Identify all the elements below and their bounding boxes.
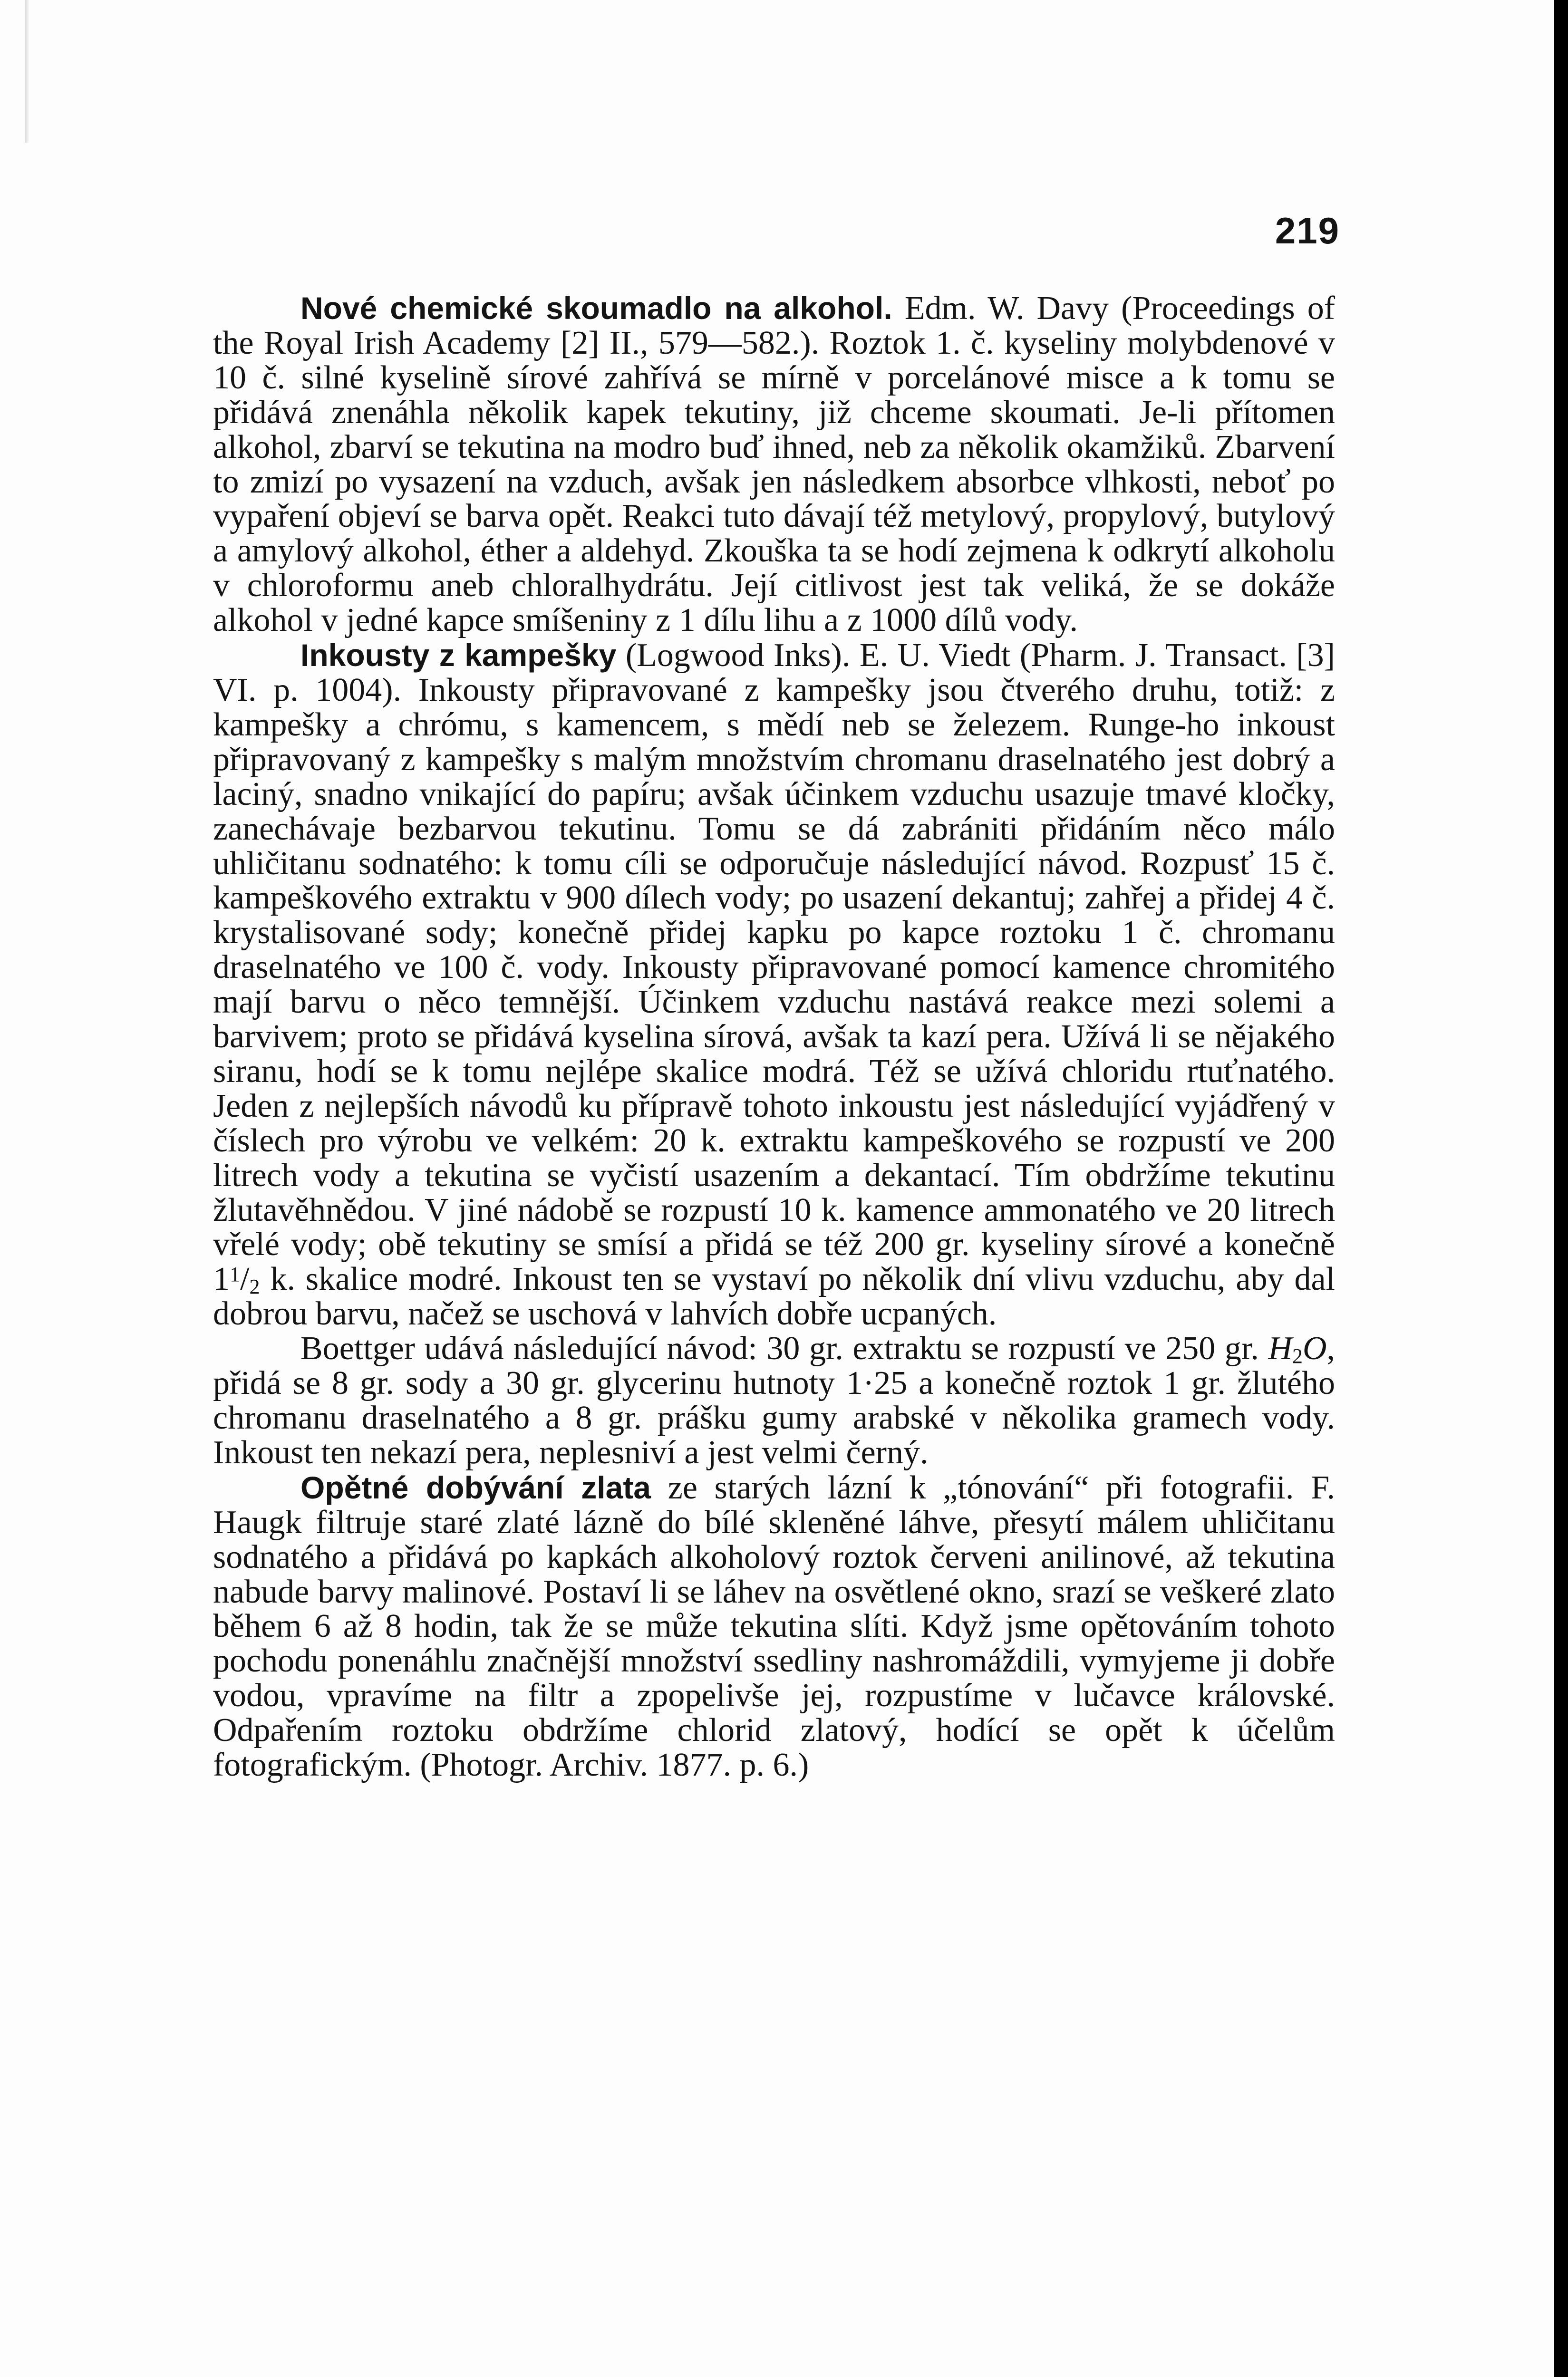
- section-text: Edm. W. Davy (Proceedings of the Royal Irish Academy [2] II., 579—582.). Roztok 1. č. kyseliny molybdenové v 10 č. silné kyselině sírové zahřívá se mírně v porcelánové misce a k tomu se přidává znenáhla několik kapek tekutiny, již chceme skoumati. Je-li přítomen alkohol, zbarví se tekutina na modro buď ihned, neb za několik okamžiků. Zbarvení to zmizí po vysazení na vzduch, avšak jen následkem absorbce vlhkosti, neboť po vypaření objeví se barva opět. Reakci tuto dávají též metylový, propylový, butylový a amylový alkohol, éther a aldehyd. Zkouška ta se hodí zejmena k odkrytí alkoholu v chloroformu aneb chloralhydrátu. Její citlivost jest tak veliká, že se dokáže alkohol v jedné kapce smíšeniny z 1 dílu lihu a z 1000 dílů vody.: [213, 290, 1336, 639]
- section-boettger-recipe: [213, 1332, 1335, 1470]
- mixed-fraction: $1^1/2$: [213, 1261, 260, 1299]
- section-heading: Inkousty z kampešky: [300, 638, 617, 673]
- section-gold-recovery: [213, 1470, 1335, 1783]
- section-text: ze starých lázní k „tónování“ při fotografii. F. Haugk filtruje staré zlaté lázně do bílé skleněné láhve, přesytí málem uhličitanu sodnatého a přidává po kapkách alkoholový roztok červeni anilinové, až tekutina nabude barvy malinové. Postaví li se láhev na osvětlené okno, srazí se veškeré zlato během 6 až 8 hodin, tak že se může tekutina slíti. Když jsme opětováním tohoto pochodu ponenáhlu značnější množství ssedliny nashromáždili, vymyjeme ji dobře vodou, vpravíme na filtr a zpopelivše jej, rozpustíme v lučavce královské. Odpařením roztoku obdržíme chlorid zlatový, hodící se opět k účelům fotografickým. (Photogr. Archiv. 1877. p. 6.): [213, 1469, 1335, 1784]
- page-edge-shadow: [25, 0, 29, 143]
- water-formula: $H_2O$: [1268, 1330, 1327, 1368]
- section-text-continued: , přidá se 8 gr. sody a 30 gr. glycerinu hutnoty 1·25 a konečně roztok 1 gr. žlutého chromanu draselnatého a 8 gr. prášku gumy arabské v několika gramech vody. Inkoust ten nekazí pera, neplesniví a jest velmi černý.: [213, 1330, 1335, 1471]
- section-heading: Opětné dobývání zlata: [300, 1469, 651, 1505]
- section-logwood-inks: [213, 638, 1335, 1332]
- section-text-continued: k. skalice modré. Inkoust ten se vystaví po několik dní vlivu vzduchu, aby dal dobrou barvu, načež se uschová v lahvích dobře ucpaných.: [213, 1261, 1335, 1333]
- section-text: (Logwood Inks). E. U. Viedt (Pharm. J. Transact. [3] VI. p. 1004). Inkousty připravované z kampešky jsou čtverého druhu, totiž: z kampešky a chrómu, s kamencem, s mědí neb se železem. Runge-ho inkoust připravovaný z kampešky s malým množstvím chromanu draselnatého jest dobrý a laciný, snadno vnikající do papíru; avšak účinkem vzduchu usazuje tmavé kločky, zanechávaje bezbarvou tekutinu. Tomu se dá zabrániti přidáním něco málo uhličitanu sodnatého: k tomu cíli se odporučuje následující návod. Rozpusť 15 č. kampeškového extraktu v 900 dílech vody; po usazení dekantuj; zahřej a přidej 4 č. krystalisované sody; konečně přidej kapku po kapce roztoku 1 č. chromanu draselnatého ve 100 č. vody. Inkousty připravované pomocí kamence chromitého mají barvu o něco temnější. Účinkem vzduchu nastává reakce mezi solemi a barvivem; proto se přidává kyselina sírová, avšak ta kazí pera. Užívá li se nějakého siranu, hodí se k tomu nejlépe skalice modrá. Též se užívá chloridu rtuťnatého. Jeden z nejlepších návodů ku přípravě tohoto inkoustu jest následující vyjádřený v číslech pro výrobu ve velkém: 20 k. extraktu kampeškového se rozpustí ve 200 litrech vody a tekutina se vyčistí usazením a dekantací. Tím obdržíme tekutinu žlutavěhnědou. V jiné nádobě se rozpustí 10 k. kamence ammonatého ve 20 litrech vřelé vody; obě tekutiny se smísí a přidá se též 200 gr. kyseliny sírové a konečně: [213, 637, 1335, 1263]
- page-number: 219: [1275, 210, 1340, 251]
- section-heading: Nové chemické skoumadlo na alkohol.: [300, 290, 892, 326]
- section-text: Boettger udává následující návod: 30 gr. extraktu se rozpustí ve 250 gr.: [300, 1330, 1268, 1367]
- article-body: [213, 291, 1335, 1783]
- section-alcohol-reagent: [213, 291, 1335, 638]
